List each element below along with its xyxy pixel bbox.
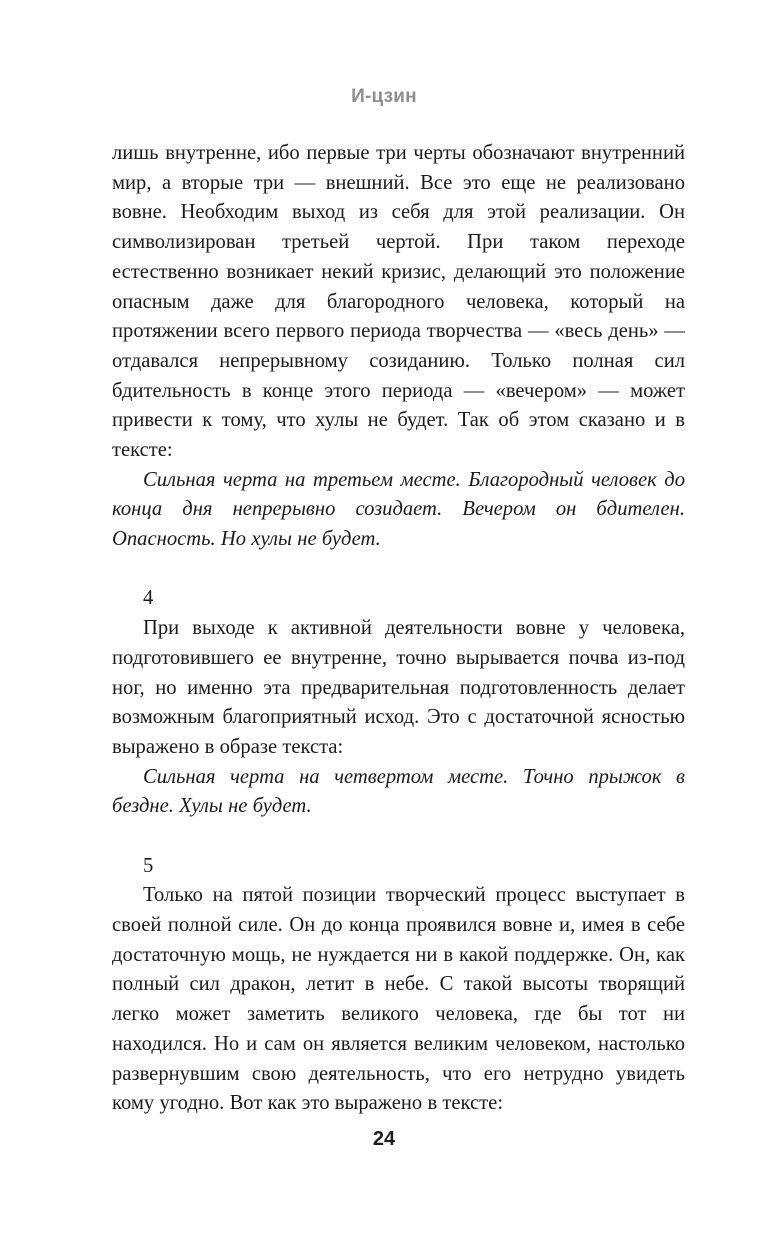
section-number: 4	[143, 587, 154, 610]
text-column	[112, 139, 685, 1119]
quoted-text: Сильная черта на четвертом месте. Точно прыжок в бездне. Хулы не будет.	[112, 765, 685, 818]
quoted-text: Сильная черта на третьем месте. Благородный человек до конца дня непрерывно созидает. Вечером он бдителен. Опасность. Но хулы не будет.	[112, 468, 685, 551]
paragraph: лишь внутренне, ибо первые три черты обозначают внутренний мир, а вторые три — внешний. Все это еще не реализовано вовне. Необходим выход из себя для этой реализации. Он символизирован третьей чертой. При таком переходе естественно возникает некий кризис, делающий это положение опасным даже для благородного человека, который на протяжении всего первого периода творчества — «весь день» — отдавался непрерывному созиданию. Только полная сил бдительность в конце этого периода — «вечером» — может привести к тому, что хулы не будет. Так об этом сказано и в тексте:	[112, 142, 685, 462]
running-head: И-цзин	[351, 86, 417, 107]
block-spacer	[112, 555, 685, 585]
paragraph: При выходе к активной деятельности вовне у человека, подготовившего ее внутренне, точно вырывается почва из-под ног, но именно эта предварительная подготовленность делает возможным благоприятный исход. Это с достаточной ясностью выражено в образе текста:	[112, 617, 685, 758]
paragraph: Только на пятой позиции творческий процесс выступает в своей полной силе. Он до конца проявился вовне и, имея в себе достаточную мощь, не нуждается ни в какой поддержке. Он, как полный сил дракон, летит в небе. С такой высоты творящий легко может заметить великого человека, где бы тот ни находился. Но и сам он является великим человеком, настолько развернувшим свою деятельность, что его нетрудно увидеть кому угодно. Вот как это выражено в тексте:	[112, 884, 685, 1115]
page-number: 24	[372, 1128, 396, 1150]
section-number: 5	[143, 854, 154, 877]
block-spacer	[112, 822, 685, 852]
